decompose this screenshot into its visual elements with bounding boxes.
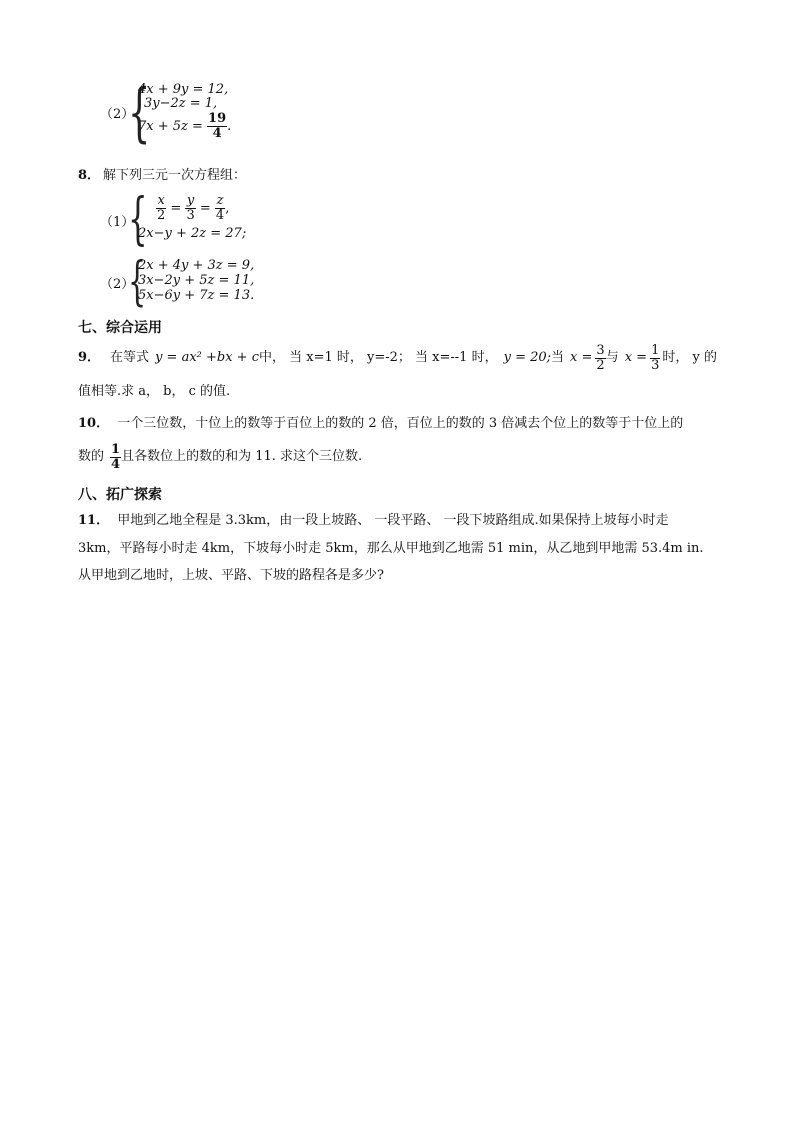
p7-part2-eq3-fraction <box>207 112 227 141</box>
p9-frac-1-3 <box>650 344 660 373</box>
p7-part2-eq3-left: 7x + 5z = <box>138 119 203 134</box>
p9-text-1: 在等式 <box>110 350 150 365</box>
p7-part2-eq3-end: . <box>227 119 232 134</box>
p10-text-1: 一个三位数，十位上的数等于百位上的数的 2 倍，百位上的数的 3 倍减去个位上的数等于十位上的 <box>117 416 684 431</box>
p9-number: 9． <box>78 350 101 365</box>
p8-part2-eq2: 3x−2y + 5z = 11, <box>138 273 255 288</box>
frac-x-den: 2 <box>157 208 166 223</box>
p11-text-1: 甲地到乙地全程是 3.3km，由一段上坡路、 一段平路、 一段下坡路组成.如果保持上坡每小时走 <box>117 513 669 528</box>
p11-number: 11． <box>78 513 110 528</box>
p10-text-2: 数的 <box>78 449 105 464</box>
frac-z-num: z <box>216 193 224 208</box>
frac-num: 1 <box>651 342 660 358</box>
equals-sign: = <box>166 201 186 216</box>
p8-part1-label: （1） <box>100 215 135 230</box>
p9-line2: 值相等.求 a， b， c 的值. <box>78 384 231 399</box>
p8-part2-label: （2） <box>100 277 135 292</box>
section-7-heading: 七、综合运用 <box>78 320 162 336</box>
p8-part1-frac-y <box>185 194 195 223</box>
frac-y-num: y <box>186 193 195 208</box>
p8-text: 解下列三元一次方程组： <box>103 168 247 183</box>
p7-part2-eq3-den: 4 <box>212 126 222 141</box>
p9-math-4: x = <box>624 350 648 365</box>
p9-line1 <box>78 342 717 374</box>
p8-part1-eq1-end: , <box>225 201 230 216</box>
p8-number: 8． <box>78 168 101 183</box>
equals-sign: = <box>195 201 215 216</box>
p11-line2: 3km，平路每小时走 4km，下坡每小时走 5km，那么从甲地到乙地需 51 min，从乙地到甲地需 53.4m in. <box>78 541 704 556</box>
p7-part2-brace: { <box>128 76 151 150</box>
p8-part1-eq2: 2x−y + 2z = 27; <box>138 226 247 241</box>
p8-part1-frac-z <box>215 194 225 223</box>
frac-den: 2 <box>596 357 605 373</box>
p10-frac-1-4 <box>110 443 121 472</box>
p8-part1-brace: { <box>128 187 148 252</box>
frac-num: 1 <box>111 441 121 457</box>
frac-den: 4 <box>111 456 121 472</box>
p7-part2-eq3 <box>138 112 231 141</box>
frac-y-den: 3 <box>186 208 195 223</box>
p7-part2-eq2: 3y−2z = 1, <box>144 96 218 111</box>
frac-x-num: x <box>157 193 165 208</box>
frac-num: 3 <box>596 342 605 358</box>
p9-math-1: y = ax² +bx + c <box>155 350 259 365</box>
p7-part2-eq1: 4x + 9y = 12, <box>138 82 229 97</box>
section-8-heading: 八、拓广探索 <box>78 487 162 503</box>
p7-part2-label: （2） <box>100 107 135 122</box>
p9-text-5: 时， y 的 <box>662 350 717 365</box>
p10-line2 <box>78 440 362 474</box>
p10-number: 10． <box>78 416 110 431</box>
p8-part2-eq3: 5x−6y + 7z = 13. <box>138 288 255 303</box>
p8-part1-eq1 <box>156 194 229 223</box>
frac-den: 3 <box>651 357 660 373</box>
p11-line1 <box>78 512 669 530</box>
p9-text-2: 中， 当 x=1 时， y=-2； 当 x=--1 时， <box>258 350 498 365</box>
p9-text-4: 与 <box>605 350 619 365</box>
p8-part2-eq1: 2x + 4y + 3z = 9, <box>138 258 255 273</box>
p10-text-3: 且各数位上的数的和为 11. 求这个三位数. <box>121 449 363 464</box>
p9-frac-3-2 <box>595 344 605 373</box>
p7-part2-eq3-num: 19 <box>208 111 227 126</box>
frac-z-den: 4 <box>215 208 225 223</box>
p9-text-3: 当 <box>551 350 565 365</box>
p9-math-2: y = 20; <box>503 350 552 365</box>
p11-line3: 从甲地到乙地时，上坡、平路、下坡的路程各是多少? <box>78 568 384 583</box>
p8-part2-brace: { <box>128 252 147 312</box>
p10-line1 <box>78 415 683 433</box>
p9-math-3: x = <box>570 350 593 365</box>
p8-part1-frac-x <box>156 194 166 223</box>
